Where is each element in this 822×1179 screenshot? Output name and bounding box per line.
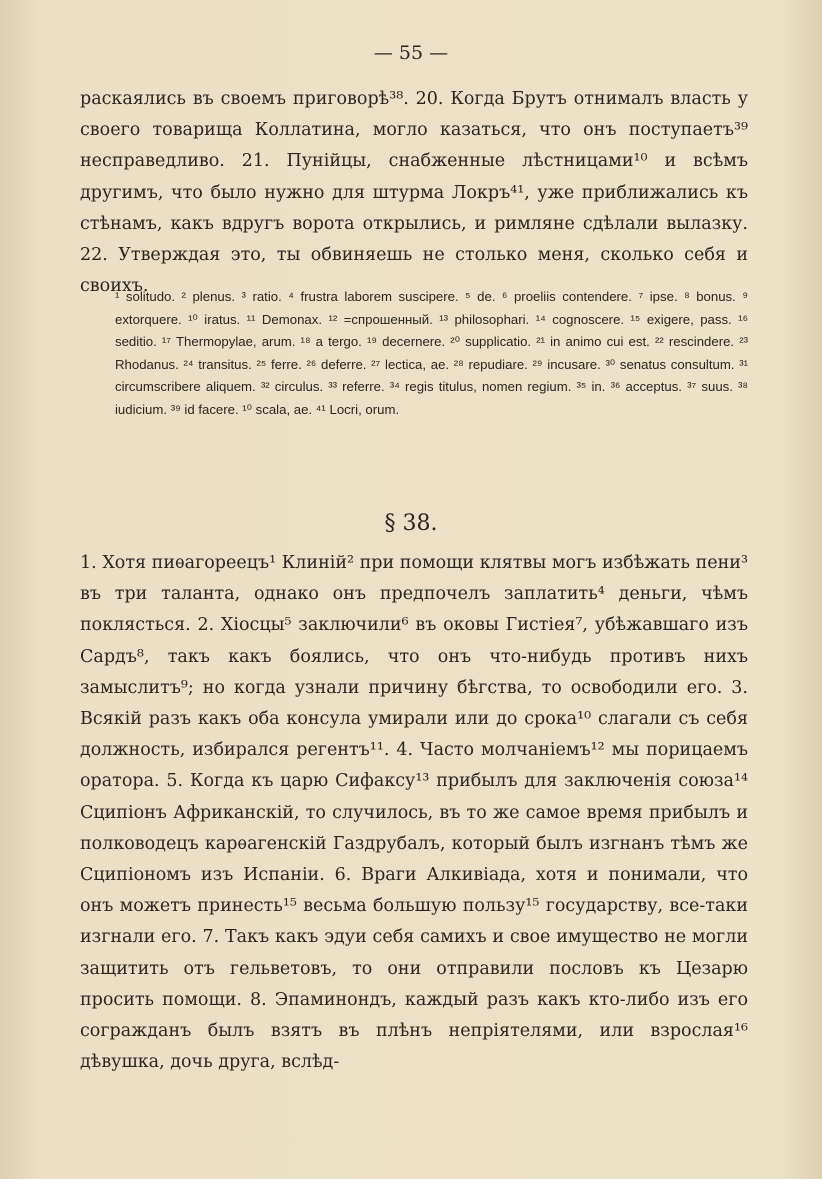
exercise-body bbox=[80, 548, 748, 1078]
footnotes: ¹ solitudo. ² plenus. ³ ratio. ⁴ frustra laborem suscipere. ⁵ de. ⁶ proeliis contendere. ⁷ ipse. ⁸ bonus. ⁹ extorquere. ¹⁰ iratus. ¹¹ Demonax. ¹² =спрошенный. ¹³ philosophari. ¹⁴ cognoscere. ¹⁵ exigere, pass. ¹⁶ seditio. ¹⁷ Thermopylae, arum. ¹⁸ a tergo. ¹⁹ decernere. ²⁰ supplicatio. ²¹ in animo cui est. ²² rescindere. ²³ Rhodanus. ²⁴ transitus. ²⁵ ferre. ²⁶ deferre. ²⁷ lectica, ae. ²⁸ repudiare. ²⁹ incusare. ³⁰ senatus consultum. ³¹ circumscribere aliquem. ³² circulus. ³³ referre. ³⁴ regis titulus, nomen regium. ³⁵ in. ³⁶ acceptus. ³⁷ suus. ³⁸ iudicium. ³⁹ id facere. ¹⁰ scala, ae. ⁴¹ Locri, orum. bbox=[115, 289, 748, 417]
paragraph: 1. Хотя пиѳагореецъ¹ Клиній² при помощи клятвы могъ избѣжать пени³ въ три таланта, однако онъ предпочелъ заплатить⁴ деньги, чѣмъ поклясться. 2. Хіосцы⁵ заключили⁶ въ оковы Гистіея⁷, убѣжавшаго изъ Сардъ⁸, такъ какъ боялись, что онъ что-нибудь противъ нихъ замыслитъ⁹; но когда узнали причину бѣгства, то освободили его. 3. Всякій разъ какъ оба консула умирали или до срока¹⁰ слагали съ себя должность, избирался регентъ¹¹. 4. Часто молчаніемъ¹² мы порицаемъ оратора. 5. Когда къ царю Сифаксу¹³ прибылъ для заключенія союза¹⁴ Сципіонъ Африканскій, то случилось, въ то же самое время прибылъ и полководецъ карѳагенскій Газдрубалъ, который былъ изгнанъ тѣмъ же Сципіономъ изъ Испаніи. 6. Враги Алкивіада, хотя и понимали, что онъ можетъ принесть¹⁵ весьма большую пользу¹⁵ государству, все-таки изгнали его. 7. Такъ какъ эдуи себя самихъ и свое имущество не могли защитить отъ гельветовъ, то они отправили пословъ къ Цезарю просить помощи. 8. Эпаминондъ, каждый разъ какъ кто-либо изъ его согражданъ былъ взятъ въ плѣнъ непріятелями, или взрослая¹⁶ дѣвушка, дочь друга, вслѣд- bbox=[80, 553, 748, 1073]
page-number: — 55 — bbox=[373, 42, 449, 64]
paragraph: раскаялись въ своемъ приговорѣ³⁸. 20. Когда Брутъ отнималъ власть у своего товарища Коллатина, могло казаться, что онъ поступаетъ³⁹ несправедливо. 21. Пунійцы, снабженные лѣстницами¹⁰ и всѣмъ другимъ, что было нужно для штурма Локръ⁴¹, уже приближались къ стѣнамъ, какъ вдругъ ворота открылись, и римляне сдѣлали вылазку. 22. Утверждая это, ты обвиняешь не столько меня, сколько себя и своихъ. bbox=[80, 89, 748, 297]
exercise-continuation bbox=[80, 84, 748, 302]
section-heading: § 38. bbox=[384, 511, 438, 536]
